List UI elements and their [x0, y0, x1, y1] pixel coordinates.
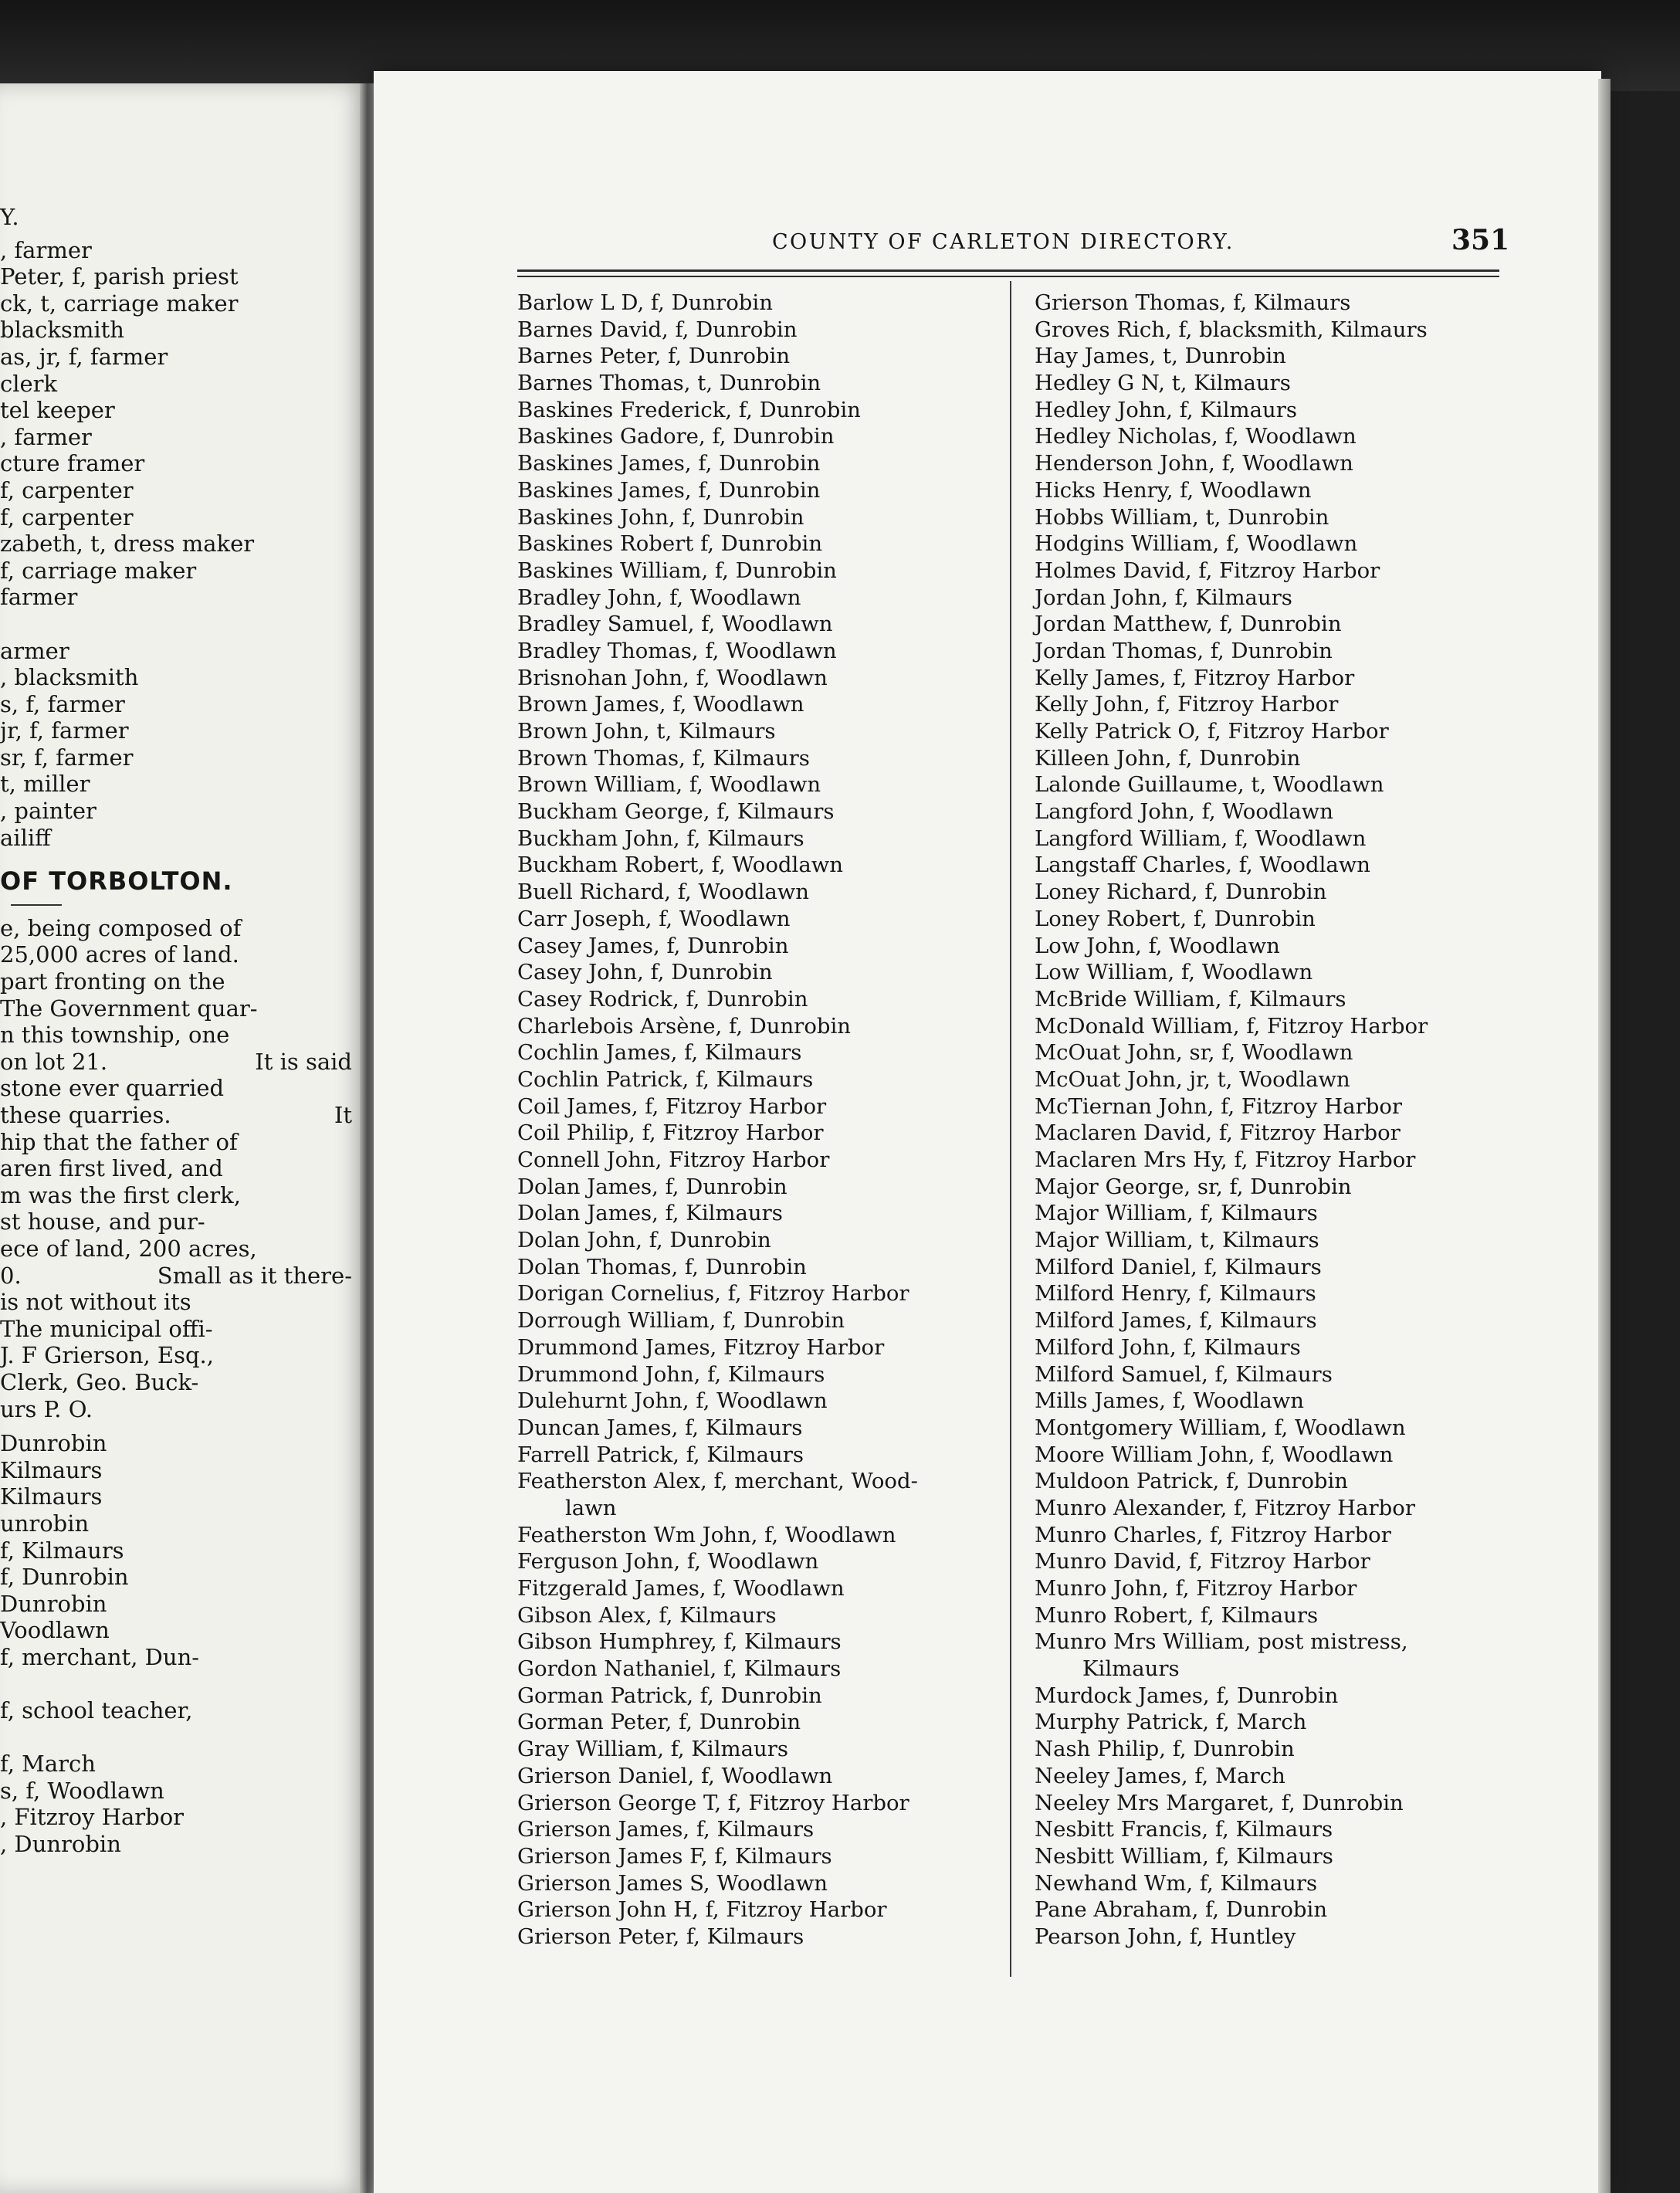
directory-entry: Cochlin James, f, Kilmaurs: [517, 1040, 802, 1066]
fragment-entry: f, carpenter: [0, 476, 134, 503]
left-page-text: [0, 83, 363, 1858]
entry-text: Munro Mrs William, post mistress,: [1035, 1629, 1408, 1655]
entry-continuation: lawn: [565, 1495, 617, 1520]
directory-entry: Murdock James, f, Dunrobin: [1035, 1683, 1339, 1708]
directory-entry: Grierson Daniel, f, Woodlawn: [517, 1763, 833, 1788]
directory-entry: Nesbitt Francis, f, Kilmaurs: [1035, 1817, 1333, 1842]
directory-entry: Brown William, f, Woodlawn: [517, 772, 821, 798]
directory-entry: Drummond John, f, Kilmaurs: [517, 1361, 825, 1387]
fragment-entry: tel keeper: [0, 397, 115, 424]
directory-entry: Loney Robert, f, Dunrobin: [1035, 906, 1316, 931]
directory-entry: Hedley Nicholas, f, Woodlawn: [1035, 424, 1357, 449]
directory-entry: Munro Alexander, f, Fitzroy Harbor: [1035, 1495, 1415, 1520]
directory-entry: Grierson John H, f, Fitzroy Harbor: [517, 1897, 887, 1923]
directory-entry: Holmes David, f, Fitzroy Harbor: [1035, 558, 1380, 583]
directory-entry: Langford John, f, Woodlawn: [1035, 799, 1333, 825]
fragment-entry: Kilmaurs: [0, 1483, 103, 1510]
fragment-entry: f, carriage maker: [0, 557, 197, 584]
directory-entry: Ferguson John, f, Woodlawn: [517, 1549, 819, 1574]
directory-entry: Buckham George, f, Kilmaurs: [517, 799, 835, 825]
directory-entry: Gray William, f, Kilmaurs: [517, 1737, 788, 1762]
directory-entry: Bradley John, f, Woodlawn: [517, 585, 801, 610]
fragment-entry: [0, 1724, 363, 1751]
directory-entry: Gorman Patrick, f, Dunrobin: [517, 1683, 822, 1708]
paragraph-text: is not without its: [0, 1289, 191, 1316]
fragment-entry: , Fitzroy Harbor: [0, 1804, 185, 1831]
directory-entry: Gibson Alex, f, Kilmaurs: [517, 1602, 777, 1628]
directory-entry: Baskines Gadore, f, Dunrobin: [517, 424, 835, 449]
fragment-entry: , painter: [0, 798, 97, 825]
paragraph-text: It: [334, 1102, 352, 1128]
directory-entry: Cochlin Patrick, f, Kilmaurs: [517, 1066, 814, 1092]
directory-entry: Neeley Mrs Margaret, f, Dunrobin: [1035, 1790, 1404, 1815]
directory-entry: Baskines Robert f, Dunrobin: [517, 531, 823, 557]
fragment-entry: Dunrobin: [0, 1430, 107, 1457]
paragraph-line: [0, 1102, 363, 1129]
paragraph-text: hip that the father of: [0, 1128, 238, 1155]
fragment-entry: t, miller: [0, 771, 90, 798]
directory-entry: Nesbitt William, f, Kilmaurs: [1035, 1843, 1333, 1869]
fragment-entry: farmer: [0, 584, 78, 611]
directory-entry: Kelly Patrick O, f, Fitzroy Harbor: [1035, 719, 1389, 744]
directory-entry: Bradley Samuel, f, Woodlawn: [517, 612, 833, 637]
directory-entry: Hobbs William, t, Dunrobin: [1035, 504, 1329, 530]
directory-entry: Baskines William, f, Dunrobin: [517, 558, 837, 583]
paragraph-line: [0, 968, 363, 995]
column-divider: [1010, 281, 1011, 1977]
paragraph-text: n this township, one: [0, 1022, 230, 1049]
directory-entry: Milford Daniel, f, Kilmaurs: [1035, 1254, 1322, 1280]
directory-entry: Munro John, f, Fitzroy Harbor: [1035, 1576, 1357, 1601]
directory-entry: Dulehurnt John, f, Woodlawn: [517, 1388, 828, 1414]
fragment-entry: cture framer: [0, 450, 145, 477]
directory-entry: Hedley G N, t, Kilmaurs: [1035, 371, 1291, 396]
fragment-entry: f, Kilmaurs: [0, 1537, 124, 1564]
entry-continuation: Kilmaurs: [1082, 1656, 1180, 1682]
directory-entry: Grierson Thomas, f, Kilmaurs: [1035, 290, 1351, 315]
fragment-entry: clerk: [0, 370, 58, 397]
directory-entry: Grierson Peter, f, Kilmaurs: [517, 1924, 804, 1949]
header-rule-thick: [517, 269, 1499, 272]
directory-entry: Dolan James, f, Kilmaurs: [517, 1201, 783, 1226]
paragraph-line: [0, 1396, 363, 1423]
fragment-entry: Kilmaurs: [0, 1456, 103, 1483]
directory-entry: Dorigan Cornelius, f, Fitzroy Harbor: [517, 1281, 909, 1307]
directory-entry: Gibson Humphrey, f, Kilmaurs: [517, 1629, 842, 1655]
directory-entry: Grierson George T, f, Fitzroy Harbor: [517, 1790, 909, 1815]
paragraph-line: [0, 1263, 363, 1290]
directory-entry: Munro David, f, Fitzroy Harbor: [1035, 1549, 1370, 1574]
paragraph-line: [0, 1182, 363, 1209]
paragraph-text: 25,000 acres of land.: [0, 941, 239, 968]
page-number: 351: [1451, 224, 1510, 256]
directory-entry: Baskines Frederick, f, Dunrobin: [517, 397, 861, 422]
directory-entry: Jordan Thomas, f, Dunrobin: [1035, 638, 1333, 663]
directory-entry: Milford Henry, f, Kilmaurs: [1035, 1281, 1316, 1307]
directory-entry: Major William, f, Kilmaurs: [1035, 1201, 1318, 1226]
paragraph-text: J. F Grierson, Esq.,: [0, 1342, 214, 1369]
directory-entry: Fitzgerald James, f, Woodlawn: [517, 1576, 845, 1602]
fragment-entry: [0, 1670, 363, 1697]
directory-entry: Brown James, f, Woodlawn: [517, 692, 804, 717]
page-fragment-header: Y.: [0, 204, 19, 230]
fragment-entry: blacksmith: [0, 317, 124, 344]
paragraph-line: [0, 1075, 363, 1102]
fragment-entry: f, March: [0, 1751, 96, 1778]
directory-entry: Langstaff Charles, f, Woodlawn: [1035, 852, 1371, 878]
paragraph-text: st house, and pur-: [0, 1208, 205, 1235]
directory-entry: Baskines James, f, Dunrobin: [517, 451, 821, 476]
directory-entry: Low William, f, Woodlawn: [1035, 960, 1313, 985]
paragraph-line: [0, 1289, 363, 1316]
directory-entry: Dorrough William, f, Dunrobin: [517, 1308, 845, 1334]
directory-entry: Lalonde Guillaume, t, Woodlawn: [1035, 772, 1384, 798]
directory-entry: Barnes David, f, Dunrobin: [517, 317, 798, 342]
paragraph-text: Clerk, Geo. Buck-: [0, 1368, 199, 1395]
paragraph-text: ece of land, 200 acres,: [0, 1235, 257, 1262]
directory-entry: Maclaren David, f, Fitzroy Harbor: [1035, 1120, 1401, 1146]
paragraph-text: stone ever quarried: [0, 1075, 225, 1102]
fragment-entry: Dunrobin: [0, 1590, 107, 1617]
directory-entry: Muldoon Patrick, f, Dunrobin: [1035, 1469, 1349, 1494]
paragraph-text: these quarries.: [0, 1102, 171, 1128]
directory-entry: Buell Richard, f, Woodlawn: [517, 880, 810, 905]
directory-entry: Pearson John, f, Huntley: [1035, 1924, 1296, 1949]
directory-entry: Grierson James F, f, Kilmaurs: [517, 1843, 832, 1869]
directory-entry: Hay James, t, Dunrobin: [1035, 344, 1286, 369]
directory-entry: Maclaren Mrs Hy, f, Fitzroy Harbor: [1035, 1147, 1416, 1172]
paragraph-text: m was the first clerk,: [0, 1181, 241, 1208]
directory-entry: Brisnohan John, f, Woodlawn: [517, 665, 828, 690]
directory-entry: Coil Philip, f, Fitzroy Harbor: [517, 1120, 824, 1146]
directory-entry: Low John, f, Woodlawn: [1035, 933, 1280, 958]
fragment-entry: unrobin: [0, 1510, 90, 1537]
directory-entry: Kelly John, f, Fitzroy Harbor: [1035, 692, 1339, 717]
directory-entry: Murphy Patrick, f, March: [1035, 1710, 1307, 1735]
directory-entry: Brown John, t, Kilmaurs: [517, 719, 776, 744]
directory-entry: Casey Rodrick, f, Dunrobin: [517, 986, 808, 1012]
fragment-entry: as, jr, f, farmer: [0, 343, 168, 370]
directory-entry: Groves Rich, f, blacksmith, Kilmaurs: [1035, 317, 1428, 342]
fragment-entry: zabeth, t, dress maker: [0, 530, 255, 558]
fragment-entry: [0, 611, 363, 638]
paragraph-line: [0, 1369, 363, 1396]
fragment-entry: , blacksmith: [0, 664, 139, 691]
directory-entry: Milford John, f, Kilmaurs: [1035, 1334, 1301, 1360]
directory-entry: Coil James, f, Fitzroy Harbor: [517, 1093, 827, 1119]
fragment-entry: ck, t, carriage maker: [0, 290, 239, 317]
directory-entry: Grierson James, f, Kilmaurs: [517, 1817, 815, 1842]
fragment-entry: , farmer: [0, 236, 92, 263]
fragment-entry: Voodlawn: [0, 1617, 110, 1644]
directory-entry: Charlebois Arsène, f, Dunrobin: [517, 1013, 851, 1039]
directory-entry: Barnes Thomas, t, Dunrobin: [517, 371, 821, 396]
paragraph-line: [0, 995, 363, 1022]
header-rule-thin: [517, 276, 1499, 277]
directory-column-left: [517, 290, 990, 1951]
fragment-entry: jr, f, farmer: [0, 717, 129, 744]
directory-entry: McDonald William, f, Fitzroy Harbor: [1035, 1013, 1428, 1039]
directory-entry: Jordan John, f, Kilmaurs: [1035, 585, 1292, 610]
paragraph-text: urs P. O.: [0, 1395, 93, 1422]
directory-entry: Milford Samuel, f, Kilmaurs: [1035, 1361, 1333, 1387]
fragment-entry: ailiff: [0, 824, 51, 851]
paragraph-line: [0, 1316, 363, 1343]
page-edge: [1598, 79, 1611, 2193]
paragraph-line: [0, 915, 363, 942]
paragraph-line: [0, 1022, 363, 1049]
directory-entry: Newhand Wm, f, Kilmaurs: [1035, 1870, 1318, 1896]
paragraph-line: [0, 941, 363, 968]
directory-entry: Munro Robert, f, Kilmaurs: [1035, 1602, 1319, 1628]
fragment-entry: s, f, Woodlawn: [0, 1777, 164, 1804]
directory-entry: Drummond James, Fitzroy Harbor: [517, 1334, 885, 1360]
directory-entry: Hodgins William, f, Woodlawn: [1035, 531, 1358, 557]
paragraph-line: [0, 1235, 363, 1263]
directory-entry: Grierson James S, Woodlawn: [517, 1870, 828, 1896]
paragraph-text: Small as it there-: [157, 1262, 352, 1289]
fragment-entry: Peter, f, parish priest: [0, 263, 239, 290]
entry-text: Featherston Alex, f, merchant, Wood-: [517, 1469, 918, 1494]
fragment-entry: armer: [0, 637, 69, 664]
fragment-entry: , farmer: [0, 423, 92, 450]
directory-entry: Neeley James, f, March: [1035, 1763, 1285, 1788]
directory-entry: Featherston Wm John, f, Woodlawn: [517, 1522, 896, 1547]
directory-entry: Moore William John, f, Woodlawn: [1035, 1442, 1394, 1467]
left-page: [0, 83, 369, 2193]
directory-entry: Jordan Matthew, f, Dunrobin: [1035, 612, 1342, 637]
directory-entry: Henderson John, f, Woodlawn: [1035, 451, 1353, 476]
directory-entry: Dolan James, f, Dunrobin: [517, 1174, 788, 1199]
directory-entry: Gordon Nathaniel, f, Kilmaurs: [517, 1656, 842, 1682]
directory-entry: McOuat John, sr, f, Woodlawn: [1035, 1040, 1353, 1066]
directory-entry: Dolan John, f, Dunrobin: [517, 1228, 771, 1253]
directory-entry: Brown Thomas, f, Kilmaurs: [517, 745, 810, 771]
paragraph-line: [0, 1342, 363, 1369]
paragraph-text: e, being composed of: [0, 914, 242, 941]
paragraph-text: aren first lived, and: [0, 1155, 223, 1182]
directory-entry: Loney Richard, f, Dunrobin: [1035, 880, 1327, 905]
paragraph-text: on lot 21.: [0, 1048, 108, 1075]
running-head: COUNTY OF CARLETON DIRECTORY.: [772, 230, 1235, 254]
directory-entry: Duncan James, f, Kilmaurs: [517, 1415, 803, 1440]
directory-entry: Nash Philip, f, Dunrobin: [1035, 1737, 1295, 1762]
directory-entry: Kelly James, f, Fitzroy Harbor: [1035, 665, 1355, 690]
directory-entry: Casey James, f, Dunrobin: [517, 933, 789, 958]
paragraph-line: [0, 1155, 363, 1182]
directory-entry: Killeen John, f, Dunrobin: [1035, 745, 1301, 771]
directory-entry: Milford James, f, Kilmaurs: [1035, 1308, 1317, 1334]
paragraph-text: The Government quar-: [0, 995, 258, 1022]
directory-entry: Munro Charles, f, Fitzroy Harbor: [1035, 1522, 1391, 1547]
directory-entry: Major George, sr, f, Dunrobin: [1035, 1174, 1352, 1199]
paragraph-line: [0, 1129, 363, 1156]
directory-entry: Buckham John, f, Kilmaurs: [517, 825, 804, 851]
directory-entry: Buckham Robert, f, Woodlawn: [517, 852, 843, 878]
directory-entry: [517, 1468, 990, 1521]
directory-entry: Montgomery William, f, Woodlawn: [1035, 1415, 1406, 1440]
directory-entry: Carr Joseph, f, Woodlawn: [517, 906, 791, 931]
paragraph-text: 0.: [0, 1262, 22, 1289]
directory-entry: Baskines James, f, Dunrobin: [517, 477, 821, 503]
directory-entry: Pane Abraham, f, Dunrobin: [1035, 1897, 1328, 1923]
paragraph-line: [0, 1208, 363, 1235]
section-heading: OF TORBOLTON.: [0, 866, 233, 897]
directory-entry: Casey John, f, Dunrobin: [517, 960, 773, 985]
directory-entry: Bradley Thomas, f, Woodlawn: [517, 638, 837, 663]
directory-entry: Langford William, f, Woodlawn: [1035, 825, 1367, 851]
fragment-entry: s, f, farmer: [0, 690, 125, 717]
directory-entry: Hicks Henry, f, Woodlawn: [1035, 477, 1312, 503]
directory-entry: McTiernan John, f, Fitzroy Harbor: [1035, 1093, 1403, 1119]
paragraph-text: part fronting on the: [0, 968, 225, 995]
directory-entry: McOuat John, jr, t, Woodlawn: [1035, 1066, 1350, 1092]
directory-entry: Baskines John, f, Dunrobin: [517, 504, 804, 530]
directory-entry: Gorman Peter, f, Dunrobin: [517, 1710, 801, 1735]
directory-entry: Barnes Peter, f, Dunrobin: [517, 344, 791, 369]
directory-entry: Connell John, Fitzroy Harbor: [517, 1147, 830, 1172]
paragraph-line: [0, 1049, 363, 1076]
directory-entry: Farrell Patrick, f, Kilmaurs: [517, 1442, 804, 1467]
paragraph-text: It is said: [255, 1048, 352, 1075]
directory-entry: Dolan Thomas, f, Dunrobin: [517, 1254, 807, 1280]
fragment-entry: f, merchant, Dun-: [0, 1643, 200, 1670]
directory-entry: Barlow L D, f, Dunrobin: [517, 290, 773, 315]
directory-entry: Major William, t, Kilmaurs: [1035, 1228, 1319, 1253]
fragment-entry: f, Dunrobin: [0, 1564, 129, 1591]
paragraph-text: The municipal offi-: [0, 1315, 213, 1342]
directory-entry: Mills James, f, Woodlawn: [1035, 1388, 1305, 1414]
directory-entry: Hedley John, f, Kilmaurs: [1035, 397, 1297, 422]
directory-column-right: [1035, 290, 1498, 1951]
fragment-entry: , Dunrobin: [0, 1831, 121, 1858]
fragment-entry: f, carpenter: [0, 503, 134, 530]
fragment-entry: sr, f, farmer: [0, 744, 134, 771]
directory-entry: McBride William, f, Kilmaurs: [1035, 986, 1346, 1012]
fragment-entry: f, school teacher,: [0, 1697, 193, 1724]
directory-entry: [1035, 1629, 1498, 1682]
